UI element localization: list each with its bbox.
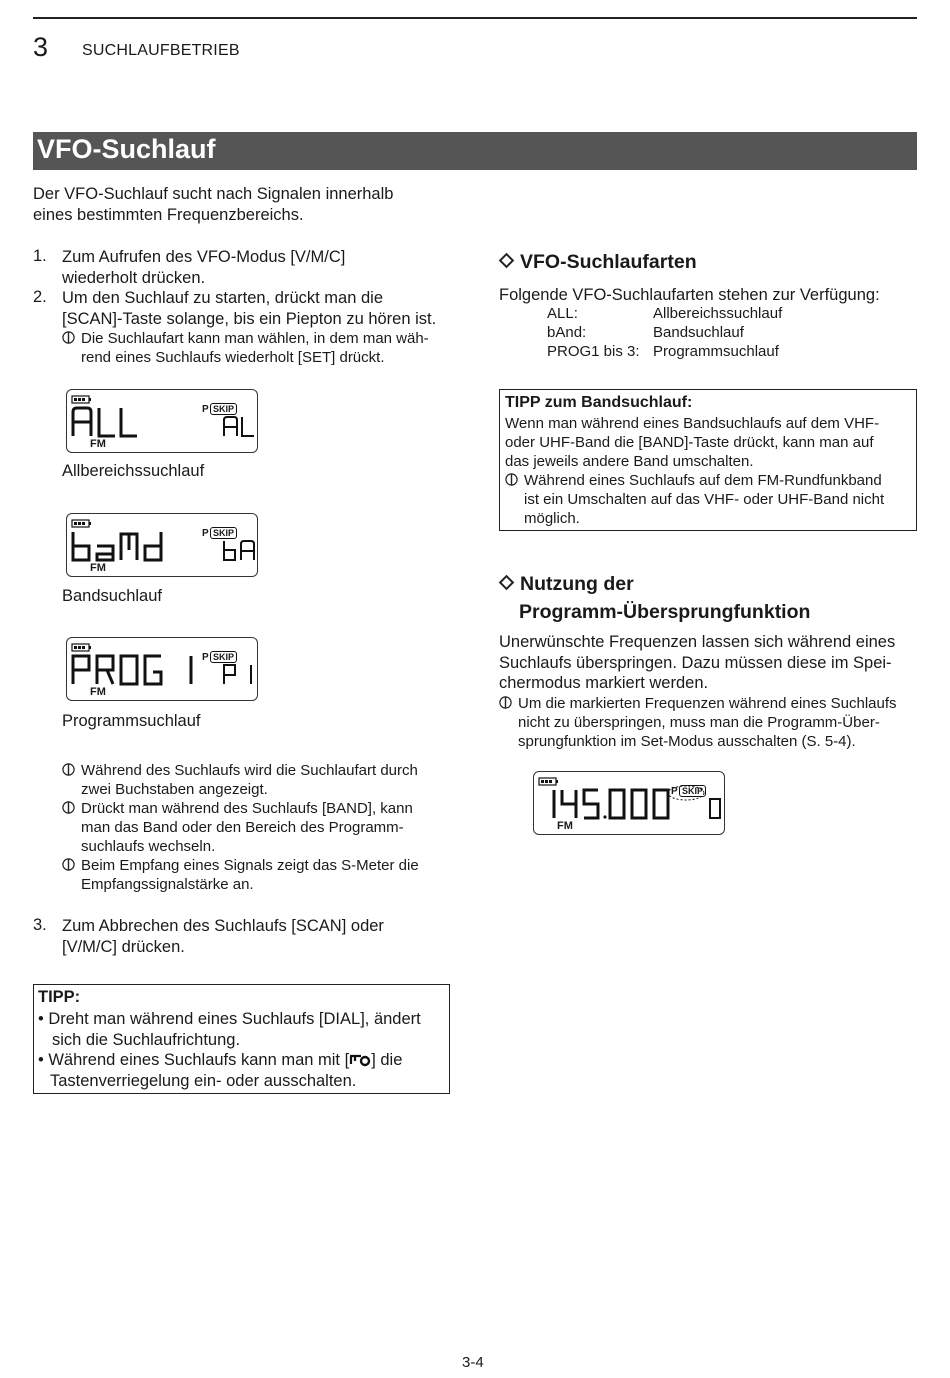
note-scan-type: Während des Suchlaufs wird die Suchlaufart durch zwei Buchstaben angezeigt.	[62, 761, 418, 799]
lcd-display-prog	[66, 637, 258, 701]
scan-types-intro: Folgende VFO-Suchlaufarten stehen zur Verfügung:	[499, 286, 880, 304]
header-rule	[33, 17, 917, 19]
diamond-icon	[499, 253, 515, 269]
chapter-number: 3	[33, 32, 49, 62]
info-icon	[62, 858, 75, 871]
info-icon	[62, 331, 75, 344]
segment-text-sub	[224, 541, 254, 560]
page-number: 3-4	[462, 1354, 484, 1371]
caption-prog: Programmsuchlauf	[62, 712, 201, 730]
chapter-title: SUCHLAUFBETRIEB	[82, 42, 240, 59]
section-title: VFO-Suchlauf	[33, 132, 917, 170]
key-lock-icon	[349, 1053, 371, 1067]
step-1: Zum Aufrufen des VFO-Modus [V/M/C] wiederholt drücken.	[62, 248, 346, 287]
segment-text-main	[554, 790, 668, 819]
lcd-display-band	[66, 513, 258, 577]
scan-types-heading: VFO-Suchlaufarten	[499, 251, 697, 274]
skip-section-heading: Nutzung der Programm-Übersprungfunktion	[499, 570, 810, 626]
segment-text-sub	[224, 417, 254, 436]
battery-icon	[72, 520, 91, 527]
scan-types-table: ALL: Allbereichssuchlauf bAnd: Bandsuchlauf PROG1 bis 3: Programmsuchlauf	[547, 305, 783, 360]
lcd-display-all	[66, 389, 258, 453]
step-2-number: 2.	[33, 288, 47, 306]
lcd-display-frequency	[533, 771, 725, 835]
band-tip-title: TIPP zum Bandsuchlauf:	[505, 394, 693, 411]
skip-indicator: SKIP	[210, 527, 237, 539]
segment-text-main	[73, 532, 161, 560]
mode-indicator: FM	[90, 686, 106, 698]
note-s-meter: Beim Empfang eines Signals zeigt das S-Meter die Empfangssignalstärke an.	[62, 856, 419, 894]
tip-bullet-dial: • Dreht man während eines Suchlaufs [DIAL], ändert sich die Suchlaufrichtung.	[38, 1010, 421, 1049]
step-3: Zum Abbrechen des Suchlaufs [SCAN] oder [V/M/C] drücken.	[62, 917, 384, 956]
tip-title: TIPP:	[38, 988, 81, 1006]
skip-section-text: Unerwünschte Frequenzen lassen sich während eines Suchlaufs überspringen. Dazu müssen diese im Spei- chermodus markiert werden.	[499, 633, 896, 692]
diamond-icon	[499, 575, 515, 591]
battery-icon	[72, 644, 91, 651]
info-icon	[62, 801, 75, 814]
mode-indicator: FM	[90, 562, 106, 574]
info-icon	[62, 763, 75, 776]
band-tip-text: Wenn man während eines Bandsuchlaufs auf dem VHF- oder UHF-Band die [BAND]-Taste drückt, kann man auf das jeweils andere Band umschalten.	[505, 415, 880, 470]
skip-indicator: SKIP	[210, 403, 237, 415]
step-2-note: Die Suchlaufart kann man wählen, in dem man wäh- rend eines Suchlaufs wiederholt [SET] drückt.	[62, 329, 429, 367]
battery-icon	[539, 778, 558, 785]
p-indicator: P	[202, 652, 209, 663]
segment-text-main	[73, 656, 191, 684]
note-band-key: Drückt man während des Suchlaufs [BAND], kann man das Band oder den Bereich des Programm- suchlaufs wechseln.	[62, 799, 413, 856]
battery-icon	[72, 396, 91, 403]
skip-indicator: SKIP	[210, 651, 237, 663]
step-1-number: 1.	[33, 247, 47, 265]
info-icon	[505, 473, 518, 486]
info-icon	[499, 696, 512, 709]
segment-text-main	[73, 408, 137, 436]
p-indicator: P	[671, 786, 678, 797]
intro-paragraph: Der VFO-Suchlauf sucht nach Signalen innerhalb eines bestimmten Frequenzbereichs.	[33, 185, 394, 224]
segment-text-sub	[710, 799, 720, 818]
caption-band: Bandsuchlauf	[62, 587, 162, 605]
caption-all: Allbereichssuchlauf	[62, 462, 205, 480]
skip-indicator: SKIP	[679, 785, 706, 797]
p-indicator: P	[202, 404, 209, 415]
skip-section-note: Um die markierten Frequenzen während eines Suchlaufs nicht zu überspringen, muss man die Programm-Über- sprungfunktion im Set-Modus ausschalten (S. 5-4).	[499, 694, 897, 751]
step-3-number: 3.	[33, 916, 47, 934]
step-2: Um den Suchlauf zu starten, drückt man die [SCAN]-Taste solange, bis ein Piepton zu hören ist.	[62, 289, 437, 328]
tip-box	[33, 984, 450, 1094]
segment-text-sub	[224, 665, 251, 684]
band-tip-note: Während eines Suchlaufs auf dem FM-Rundfunkband ist ein Umschalten auf das VHF- oder UHF-Band nicht möglich.	[505, 471, 884, 528]
p-indicator: P	[202, 528, 209, 539]
mode-indicator: FM	[90, 438, 106, 450]
tip-bullet-lock: • Während eines Suchlaufs kann man mit [ ] die Tastenverriegelung ein- oder ausschalten.	[38, 1051, 403, 1090]
mode-indicator: FM	[557, 820, 573, 832]
band-tip-box	[499, 389, 917, 531]
